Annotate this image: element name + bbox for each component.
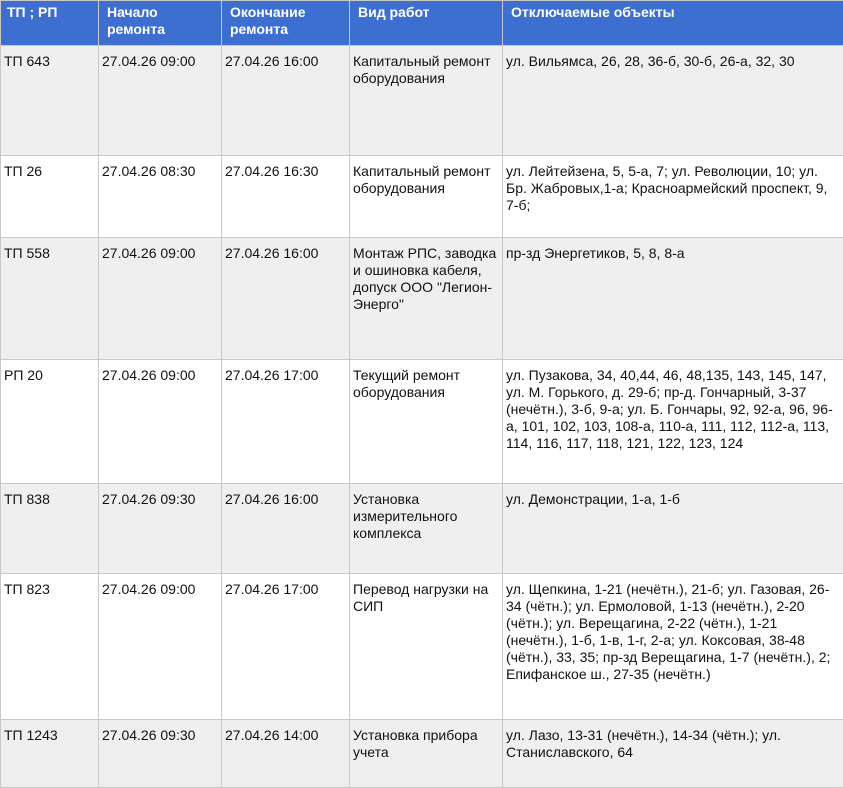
cell-start: 27.04.26 09:00 — [99, 574, 222, 720]
cell-start: 27.04.26 09:00 — [99, 238, 222, 360]
cell-end: 27.04.26 17:00 — [222, 360, 350, 484]
table-row — [1, 720, 843, 788]
cell-work: Капитальный ремонт оборудования — [350, 156, 503, 238]
cell-end: 27.04.26 16:30 — [222, 156, 350, 238]
header-end: Окончание ремонта — [222, 1, 350, 46]
header-work: Вид работ — [350, 1, 503, 46]
cell-work: Установка измерительного комплекса — [350, 484, 503, 574]
table-row — [1, 360, 843, 484]
cell-tp: ТП 26 — [1, 156, 99, 238]
cell-tp: ТП 558 — [1, 238, 99, 360]
cell-objects: ул. Лазо, 13-31 (нечётн.), 14-34 (чётн.); ул. Станиславского, 64 — [503, 720, 843, 788]
table-row — [1, 238, 843, 360]
cell-start: 27.04.26 09:30 — [99, 484, 222, 574]
cell-work: Монтаж РПС, заводка и ошиновка кабеля, допуск ООО "Легион-Энерго" — [350, 238, 503, 360]
cell-start: 27.04.26 09:00 — [99, 360, 222, 484]
cell-start: 27.04.26 09:30 — [99, 720, 222, 788]
header-objects: Отключаемые объекты — [503, 1, 843, 46]
table-row — [1, 46, 843, 156]
cell-work: Текущий ремонт оборудования — [350, 360, 503, 484]
table-row — [1, 484, 843, 574]
cell-objects: ул. Лейтейзена, 5, 5-а, 7; ул. Революции, 10; ул. Бр. Жабровых,1-а; Красноармейский проспект, 9, 7-б; — [503, 156, 843, 238]
cell-objects: пр-зд Энергетиков, 5, 8, 8-а — [503, 238, 843, 360]
header-row — [1, 1, 843, 46]
cell-end: 27.04.26 17:00 — [222, 574, 350, 720]
cell-work: Капитальный ремонт оборудования — [350, 46, 503, 156]
cell-tp: ТП 643 — [1, 46, 99, 156]
cell-objects: ул. Вильямса, 26, 28, 36-б, 30-б, 26-а, 32, 30 — [503, 46, 843, 156]
cell-end: 27.04.26 16:00 — [222, 238, 350, 360]
cell-work: Перевод нагрузки на СИП — [350, 574, 503, 720]
cell-work: Установка прибора учета — [350, 720, 503, 788]
cell-tp: ТП 823 — [1, 574, 99, 720]
table-row — [1, 156, 843, 238]
cell-objects: ул. Щепкина, 1-21 (нечётн.), 21-б; ул. Газовая, 26-34 (чётн.); ул. Ермоловой, 1-13 (нечётн.), 2-20 (чётн.); ул. Верещагина, 2-22 (чётн.), 1-21 (нечётн.), 1-б, 1-в, 1-г, 2-а; ул. Коксовая, 38-48 (чётн.), 33, 35; пр-зд Верещагина, 1-7 (нечётн.), 2; Епифанское ш., 27-35 (нечётн.) — [503, 574, 843, 720]
cell-start: 27.04.26 09:00 — [99, 46, 222, 156]
cell-objects: ул. Пузакова, 34, 40,44, 46, 48,135, 143, 145, 147, ул. М. Горького, д. 29-б; пр-д. Гончарный, 3-37 (нечётн.), 3-б, 9-а; ул. Б. Гончары, 92, 92-а, 96, 96-а, 101, 102, 103, 108-а, 110-а, 111, 112, 112-а, 113, 114, 116, 117, 118, 121, 122, 123, 124 — [503, 360, 843, 484]
cell-end: 27.04.26 16:00 — [222, 484, 350, 574]
cell-tp: ТП 838 — [1, 484, 99, 574]
header-tp: ТП ; РП — [1, 1, 99, 46]
header-start: Начало ремонта — [99, 1, 222, 46]
cell-tp: РП 20 — [1, 360, 99, 484]
cell-objects: ул. Демонстрации, 1-а, 1-б — [503, 484, 843, 574]
table-row — [1, 574, 843, 720]
cell-end: 27.04.26 14:00 — [222, 720, 350, 788]
cell-end: 27.04.26 16:00 — [222, 46, 350, 156]
cell-tp: ТП 1243 — [1, 720, 99, 788]
cell-start: 27.04.26 08:30 — [99, 156, 222, 238]
